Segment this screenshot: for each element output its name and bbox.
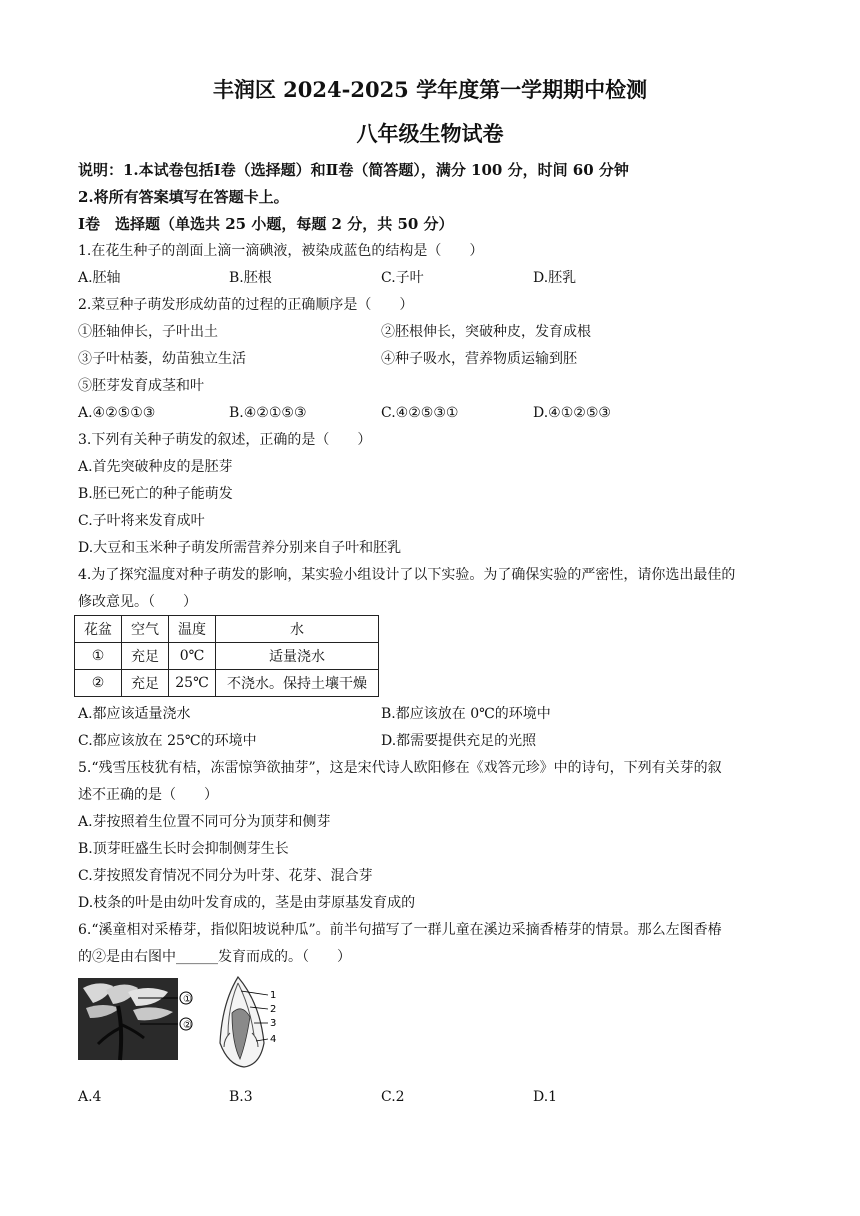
- table-cell: 适量浇水: [216, 643, 379, 670]
- q2-option-a[interactable]: A.④②⑤①③: [78, 405, 156, 421]
- q1-stem: 1.在花生种子的剖面上滴一滴碘液，被染成蓝色的结构是（ ）: [78, 243, 484, 259]
- table-header-cell: 花盆: [75, 616, 122, 643]
- q1-option-c[interactable]: C.子叶: [381, 270, 424, 286]
- table-cell: 充足: [122, 670, 169, 697]
- q5-stem-1: 5.“残雪压枝犹有桔，冻雷惊笋欲抽芽”，这是宋代诗人欧阳修在《戏答元珍》中的诗句，下列有关芽的叙: [78, 760, 722, 776]
- table-row: [75, 643, 379, 670]
- q3-option-d[interactable]: D.大豆和玉米种子萌发所需营养分别来自子叶和胚乳: [78, 540, 402, 556]
- q2-option-d[interactable]: D.④①②⑤③: [533, 405, 611, 421]
- exam-subtitle: 八年级生物试卷: [356, 121, 504, 146]
- fig-left-label-1: ①: [183, 994, 192, 1005]
- q6-option-c[interactable]: C.2: [381, 1089, 405, 1105]
- q2-stem: 2.菜豆种子萌发形成幼苗的过程的正确顺序是（ ）: [78, 297, 414, 313]
- fig-right-label-3: 3: [270, 1018, 277, 1029]
- q2-item-2: ②胚根伸长，突破种皮，发育成根: [381, 324, 591, 340]
- q6-stem-2: 的②是由右图中______发育而成的。（ ）: [78, 949, 351, 965]
- q2-option-c[interactable]: C.④②⑤③①: [381, 405, 459, 421]
- instructions-line-2: 2.将所有答案填写在答题卡上。: [78, 188, 289, 206]
- table-cell: ②: [75, 670, 122, 697]
- experiment-table: [74, 615, 379, 697]
- table-cell: 0℃: [169, 643, 216, 670]
- q4-option-b[interactable]: B.都应该放在 0℃的环境中: [381, 706, 551, 722]
- q2-item-3: ③子叶枯萎，幼苗独立生活: [78, 351, 246, 367]
- exam-title: 丰润区 2024-2025 学年度第一学期期中检测: [212, 77, 648, 102]
- q2-item-1: ①胚轴伸长，子叶出土: [78, 324, 218, 340]
- fig-right-label-1: 1: [270, 990, 277, 1001]
- table-cell: 不浇水。保持土壤干燥: [216, 670, 379, 697]
- q2-item-4: ④种子吸水，营养物质运输到胚: [381, 351, 577, 367]
- table-cell: ①: [75, 643, 122, 670]
- q6-option-b[interactable]: B.3: [229, 1089, 253, 1105]
- q5-stem-2: 述不正确的是（ ）: [78, 787, 218, 803]
- q5-option-a[interactable]: A.芽按照着生位置不同可分为顶芽和侧芽: [78, 814, 331, 830]
- table-row: [75, 670, 379, 697]
- section-heading: Ⅰ卷 选择题（单选共 25 小题，每题 2 分，共 50 分）: [78, 215, 454, 233]
- q3-option-a[interactable]: A.首先突破种皮的是胚芽: [78, 459, 233, 475]
- instructions-line-1: 说明：1.本试卷包括Ⅰ卷（选择题）和Ⅱ卷（简答题），满分 100 分，时间 60 分钟: [78, 161, 629, 179]
- q2-option-b[interactable]: B.④②①⑤③: [229, 405, 307, 421]
- q3-option-b[interactable]: B.胚已死亡的种子能萌发: [78, 486, 233, 502]
- q6-option-d[interactable]: D.1: [533, 1089, 558, 1105]
- fig-right-label-4: 4: [270, 1034, 277, 1045]
- q4-stem-2: 修改意见。（ ）: [78, 594, 197, 610]
- table-header-cell: 空气: [122, 616, 169, 643]
- q4-option-d[interactable]: D.都需要提供充足的光照: [381, 733, 537, 749]
- q4-stem-1: 4.为了探究温度对种子萌发的影响，某实验小组设计了以下实验。为了确保实验的严密性，请你选出最佳的: [78, 567, 736, 583]
- fig-right-label-2: 2: [270, 1004, 277, 1015]
- table-header-row: [75, 616, 379, 643]
- table-cell: 25℃: [169, 670, 216, 697]
- bud-section-diagram: [208, 973, 286, 1073]
- q6-option-a[interactable]: A.4: [78, 1089, 102, 1105]
- q6-stem-1: 6.“溪童相对采椿芽，指似阳坡说种瓜”。前半句描写了一群儿童在溪边采摘香椿芽的情景。那么左图香椿: [78, 922, 722, 938]
- q1-option-b[interactable]: B.胚根: [229, 270, 272, 286]
- table-header-cell: 水: [216, 616, 379, 643]
- table-cell: 充足: [122, 643, 169, 670]
- q1-option-a[interactable]: A.胚轴: [78, 270, 121, 286]
- q5-option-c[interactable]: C.芽按照发育情况不同分为叶芽、花芽、混合芽: [78, 868, 373, 884]
- table-header-cell: 温度: [169, 616, 216, 643]
- fig-left-label-2: ②: [183, 1020, 192, 1031]
- toona-sprout-photo: [78, 978, 198, 1063]
- q1-option-d[interactable]: D.胚乳: [533, 270, 577, 286]
- q2-item-5: ⑤胚芽发育成茎和叶: [78, 378, 204, 394]
- q5-option-b[interactable]: B.顶芽旺盛生长时会抑制侧芽生长: [78, 841, 289, 857]
- q3-stem: 3.下列有关种子萌发的叙述，正确的是（ ）: [78, 432, 372, 448]
- q5-option-d[interactable]: D.枝条的叶是由幼叶发育成的，茎是由芽原基发育成的: [78, 895, 416, 911]
- q4-option-a[interactable]: A.都应该适量浇水: [78, 706, 191, 722]
- q4-option-c[interactable]: C.都应该放在 25℃的环境中: [78, 733, 257, 749]
- q3-option-c[interactable]: C.子叶将来发育成叶: [78, 513, 205, 529]
